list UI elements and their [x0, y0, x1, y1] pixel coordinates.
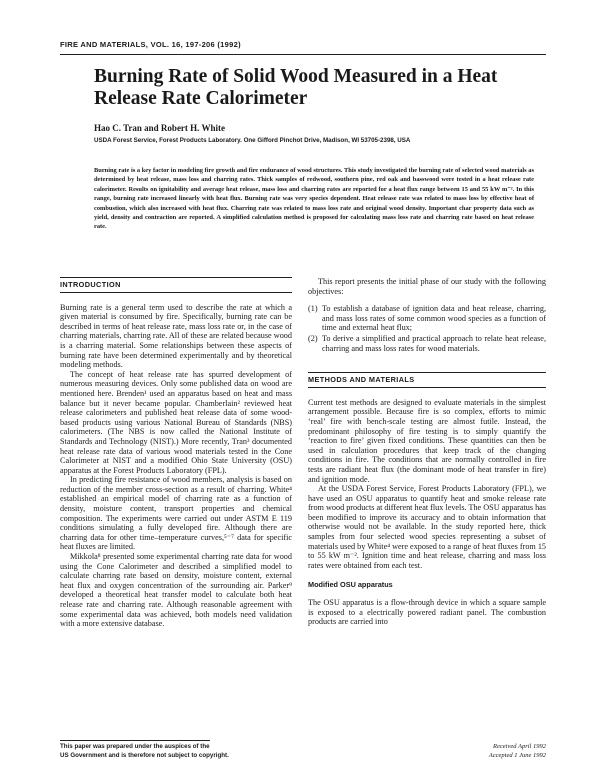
- intro-paragraph-2: The concept of heat release rate has spurred development of numerous measuring devices. Only some published data on wood are mentioned here. Brenden¹ used an apparatus based on heat and mass balance but it never became popular. Chamberlain² reviewed heat release calorimeters and published heat release data of some wood-based products using various National Bureau of Standards (NBS) calorimeters. (The NBS is now called the National Institute of Standards and Technology (NIST).) More recently, Tran³ documented heat release rate data of various wood materials tested in the Cone Calorimeter at NIST and a modified Ohio State University (OSU) apparatus at the Forest Products Laboratory (FPL).: [60, 369, 292, 475]
- objective-number: (1): [308, 304, 318, 314]
- methods-paragraph-1: Current test methods are designed to evaluate materials in the simplest arrangement possible. Because fire is so complex, efforts to mimic ‘real’ fire with bench-scale testing are almost futile. Instead, the predominant philosophy of fire testing is to simply quantify the ‘reaction to fire’ given fixed conditions. These quantities can then be used in calculation procedures that keep track of the changing conditions in fire. The conditions that are normally controlled in fire tests are radiant heat flux (the dominant mode of heat transfer in fire) and ignition mode.: [308, 397, 546, 484]
- article-authors: Hao C. Tran and Robert H. White: [94, 123, 226, 133]
- copyright-footnote: [60, 743, 229, 760]
- objectives-list: [308, 304, 546, 353]
- objective-number: (2): [308, 333, 318, 343]
- methods-paragraph-2: At the USDA Forest Service, Forest Products Laboratory (FPL), we have used an OSU apparatus to quantify heat and smoke release rate from wood products at different heat flux levels. The OSU apparatus has been modified to improve its accuracy and to obtain information that otherwise would not be available. In the study reported here, thick samples from four selected wood species representing a subset of materials used by White⁴ were exposed to a range of heat fluxes from 15 to 55 kW m⁻². Ignition time and heat release, charring and mass loss rates were obtained from each test.: [308, 484, 547, 570]
- intro-paragraph-1: Burning rate is a general term used to describe the rate at which a given material is consumed by fire. Specifically, burning rate can be described in terms of heat release rate, mass loss rate or, in the case of charring materials, charring rate. All of these are related because wood is a charring material. Some relationships between these aspects of burning rate have been determined experimentally and by theoretical modeling methods.: [60, 302, 292, 370]
- objectives-intro: This report presents the initial phase of our study with the following objectives:: [308, 277, 546, 296]
- objective-text: To establish a database of ignition data and heat release, charring, and mass loss rates of some common wood species as a function of time and external heat flux;: [322, 304, 546, 333]
- osu-paragraph: The OSU apparatus is a flow-through device in which a square sample is exposed to a electrically powered radiant panel. The combustion products are carried into: [308, 598, 546, 627]
- introduction-heading: INTRODUCTION: [60, 277, 292, 293]
- objective-item: [308, 304, 546, 333]
- right-column: [308, 277, 546, 627]
- received-date: Received April 1992: [493, 743, 546, 750]
- journal-header: FIRE AND MATERIALS, VOL. 16, 197-206 (1992): [60, 40, 241, 49]
- osu-apparatus-subheading: Modified OSU apparatus: [308, 580, 393, 590]
- intro-paragraph-3: In predicting fire resistance of wood members, analysis is based on reduction of the member cross-section as a result of charring. White⁴ established an empirical model of charring rate as a function of density, moisture content, transport properties and chemical composition. The experiments were carried out under ASTM E 119 conditions simulating a fully developed fire. Although there are charring data for other time–temperature curves,⁵⁻⁷ data for specific heat fluxes are limited.: [60, 475, 292, 552]
- left-column: [60, 277, 292, 629]
- spacer: [308, 354, 546, 372]
- footnote-rule: [60, 740, 210, 741]
- article-title: Burning Rate of Solid Wood Measured in a Heat Release Rate Calorimeter: [94, 66, 498, 109]
- intro-paragraph-4: Mikkola⁸ presented some experimental charring rate data for wood using the Cone Calorimeter and described a simplified model to calculate charring rate based on density, moisture content, external heat flux and oxygen concentration of the surrounding air. Parker⁹ developed a theoretical heat transfer model to calculate both heat release rate and charring rate. Although reasonable agreement with some experimental data was achieved, both models need validation with a more extensive database.: [60, 552, 292, 629]
- footnote-line-2: US Government and is therefore not subject to copyright.: [60, 751, 229, 759]
- objective-item: [308, 334, 546, 353]
- objective-text: To derive a simplified and practical approach to relate heat release, charring and mass loss rates for wood materials.: [322, 333, 546, 353]
- footnote-line-1: This paper was prepared under the auspices of the: [60, 743, 210, 750]
- received-dates: [430, 743, 546, 760]
- accepted-date: Accepted 1 June 1992: [488, 751, 546, 759]
- methods-heading: METHODS AND MATERIALS: [308, 372, 546, 388]
- author-affiliation: USDA Forest Service, Forest Products Laboratory. One Gifford Pinchot Drive, Madison, WI 53705-2398, USA: [94, 137, 411, 144]
- header-rule: [60, 54, 546, 55]
- abstract: Burning rate is a key factor in modeling fire growth and fire endurance of wood structures. This study investigated the burning rate of selected wood materials as determined by heat release, mass loss and charring rates. Thick samples of redwood, southern pine, red oak and basswood were tested in a heat release rate calorimeter. Results on ignitability and average heat release, mass loss and charring rates are reported for a heat flux range between 15 and 55 kW m⁻². In this range, burning rate increased linearly with heat flux. Burning rate was very species dependent. Heat release rate was related to mass loss by effective heat of combustion, which also increased with heat flux. Charring rate was related to mass loss rate and original wood density. Important char property data such as yield, density and contraction are reported. A simplified calculation method is proposed for calculating mass loss rate and charring rate based on heat release rate.: [94, 167, 534, 231]
